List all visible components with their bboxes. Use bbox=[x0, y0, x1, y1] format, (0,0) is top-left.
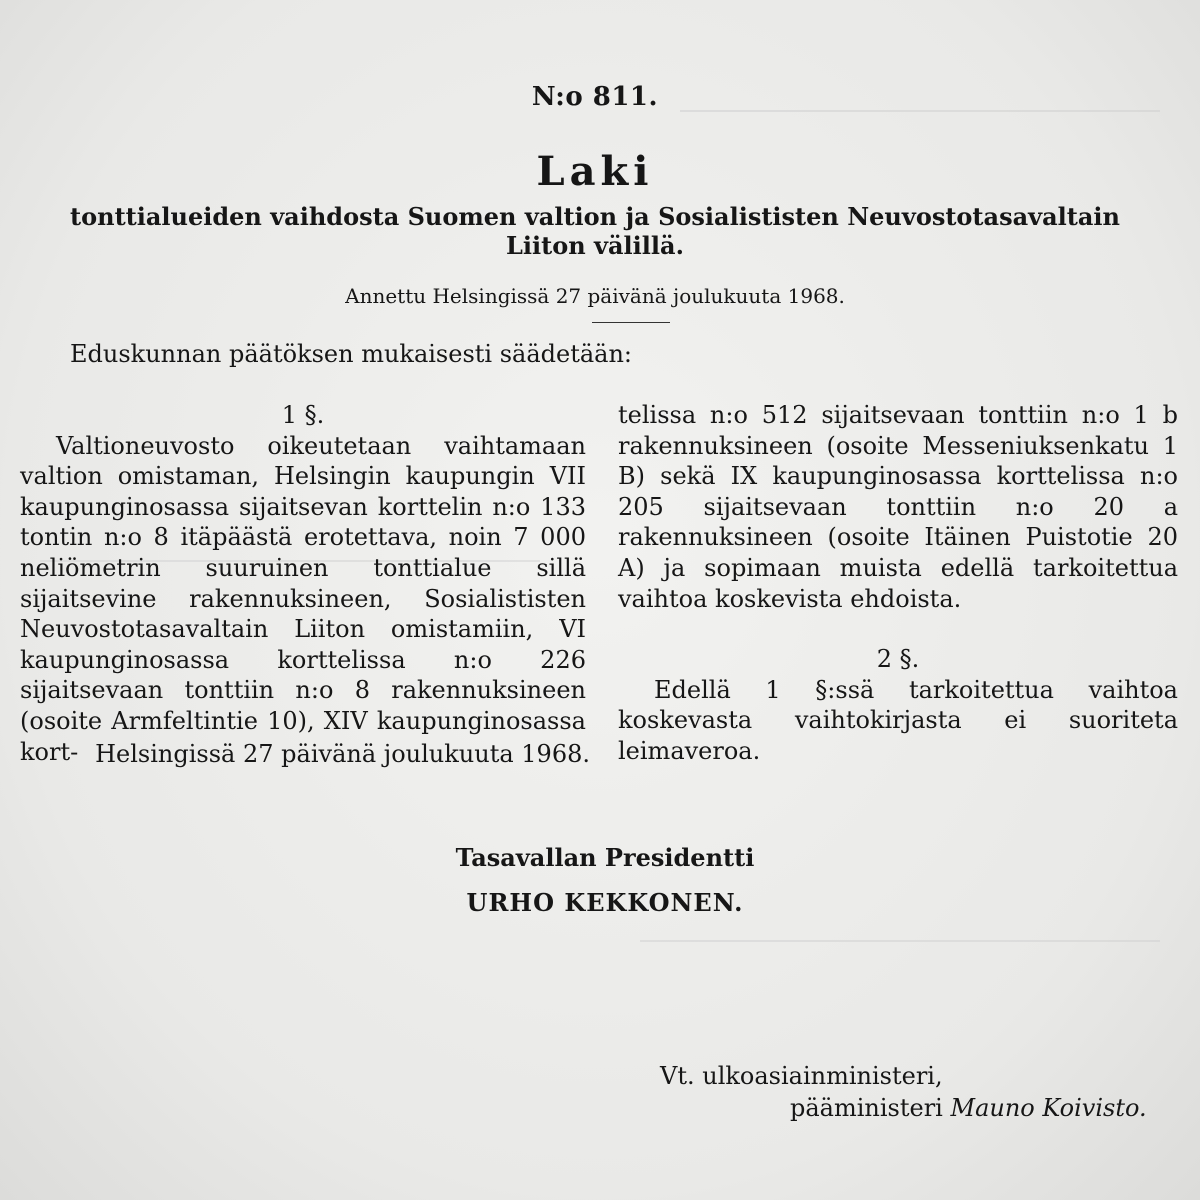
section-2-heading: 2 §. bbox=[876, 645, 920, 674]
section-1-text-part1: Valtioneuvosto oikeutetaan vaihtamaan valtion omistaman, Helsingin kaupungin VII kaupunginosassa sijaitsevan korttelin n:o 133 tontin n:o 8 itäpäästä erotettava, noin 7 000 neliömetrin suuruinen tonttialue sillä sijaitsevine rakennuksineen, Sosialististen Neuvostotasavaltain Liiton omistamiin, VI kaupunginosassa korttelissa n:o 226 sijaitsevaan tonttiin n:o 8 rakennuksineen (osoite Armfeltintie 10), XIV kaupunginosassa kort- bbox=[20, 431, 586, 766]
enactment-clause: Eduskunnan päätöksen mukaisesti säädetään: bbox=[70, 340, 633, 368]
document-title: Laki bbox=[536, 148, 654, 195]
document-subtitle: tonttialueiden vaihdosta Suomen valtion ja Sosialististen Neuvostotasavaltain Liiton välillä. bbox=[70, 202, 1120, 260]
minister-role: pääministeri bbox=[790, 1094, 943, 1122]
minister-signature: Mauno Koivisto. bbox=[950, 1094, 1147, 1122]
minister-title-line: Vt. ulkoasiainministeri, bbox=[660, 1062, 943, 1090]
signing-place-date: Helsingissä 27 päivänä joulukuuta 1968. bbox=[95, 740, 590, 768]
left-column bbox=[20, 400, 586, 767]
given-date-line: Annettu Helsingissä 27 päivänä joulukuuta 1968. bbox=[345, 284, 845, 308]
president-name: URHO KEKKONEN. bbox=[466, 888, 744, 917]
section-2-text: Edellä 1 §:ssä tarkoitettua vaihtoa koskevasta vaihtokirjasta ei suoriteta leimaveroa. bbox=[618, 675, 1178, 765]
right-column bbox=[618, 400, 1178, 767]
section-1-heading: 1 §. bbox=[281, 401, 325, 429]
divider-rule bbox=[592, 322, 670, 323]
president-title: Tasavallan Presidentti bbox=[455, 843, 755, 872]
section-gap bbox=[618, 614, 1178, 644]
section-1-text-part2: telissa n:o 512 sijaitsevaan tonttiin n:o 1 b rakennuksineen (osoite Messeniuksenkatu 1 B) sekä IX kaupunginosassa korttelissa n:o 205 sijaitsevaan tonttiin n:o 20 a rakennuksineen (osoite Itäinen Puistotie 20 A) ja sopimaan muista edellä tarkoitettua vaihtoa koskevista ehdoista. bbox=[618, 401, 1178, 613]
statute-number: N:o 811. bbox=[531, 82, 659, 112]
minister-signature-line bbox=[790, 1094, 1147, 1122]
